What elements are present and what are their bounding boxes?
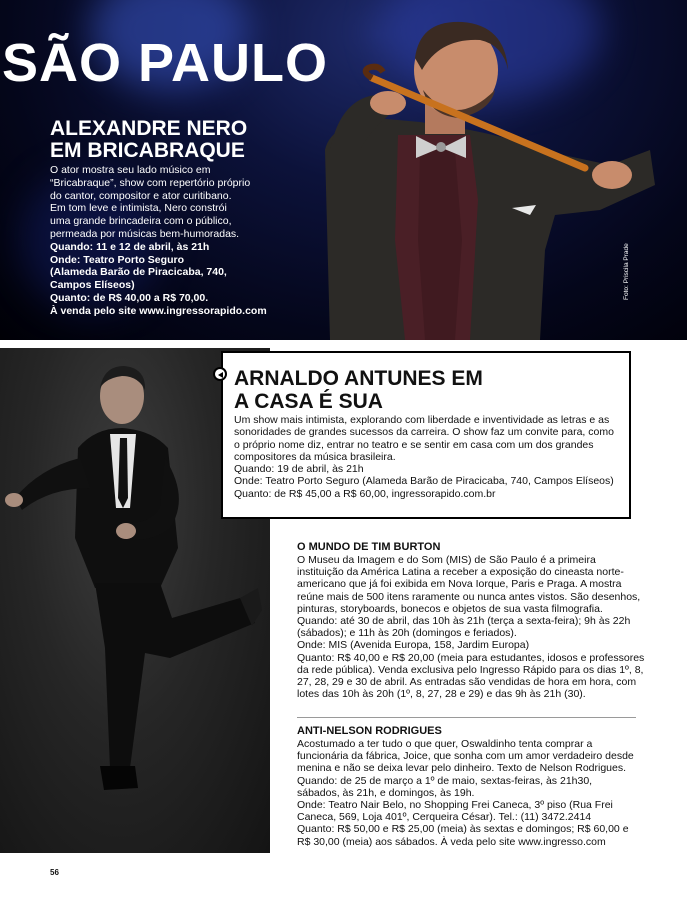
section-line: instituição da América Latina a receber a exposição do cineasta norte- [297, 566, 624, 579]
section-line: Quando: de 25 de março a 1º de maio, sextas-feiras, às 21h30, [297, 774, 593, 787]
nero-event-title [50, 118, 310, 162]
section-line: Quando: até 30 de abril, das 10h às 21h (terça a sexta-feira); 9h às 22h [297, 615, 631, 628]
description-line: Em tom leve e intimista, Nero constrói [50, 202, 227, 215]
section-line: da rede pública). Venda exclusiva pelo Ingresso Rápido para os dias 1º, 8, [297, 663, 644, 676]
description-line: compositores da música brasileira. [234, 450, 396, 463]
description-line: sonoridades de grandes sucessos da carreira. O show faz um convite para, como [234, 426, 614, 439]
section-divider [297, 717, 636, 718]
info-line: Quanto: de R$ 45,00 a R$ 60,00, ingressorapido.com.br [234, 487, 496, 500]
info-line: Quanto: de R$ 40,00 a R$ 70,00. [50, 291, 209, 304]
section-line: (sábados); e 11h às 20h (domingos e feriados). [297, 627, 517, 640]
title-line: ALEXANDRE NERO [50, 117, 248, 140]
info-line: Quando: 19 de abril, às 21h [234, 463, 364, 476]
section-line: lotes das 10h às 20h (1º, 8, 27, 28 e 29) e das 9h às 21h (30). [297, 688, 586, 701]
section-line: O Museu da Imagem e do Som (MIS) de São Paulo é a primeira [297, 554, 596, 566]
section-heading: ANTI-NELSON RODRIGUES [297, 725, 442, 737]
photo-credit: Foto: Priscila Prade [623, 243, 630, 300]
info-line: Onde: Teatro Porto Seguro (Alameda Barão de Piracicaba, 740, Campos Elíseos) [234, 475, 614, 488]
burton-section [297, 541, 645, 701]
section-line: americano que já foi exibida em Nova Iorque, Paris e Praga. A mostra [297, 578, 622, 591]
section-line: pinturas, storyboards, bonecos e objetos de sua vasta filmografia. [297, 602, 603, 615]
city-title: SÃO PAULO [2, 33, 329, 93]
info-line: Campos Elíseos) [50, 279, 135, 292]
section-line: sábados, às 21h, e domingos, às 19h. [297, 786, 475, 799]
info-line: (Alameda Barão de Piracicaba, 740, [50, 266, 227, 279]
section-line: menina e não se deixa levar pelo dinheiro. Texto de Nelson Rodrigues. [297, 762, 627, 775]
info-line: Onde: Teatro Porto Seguro [50, 253, 184, 266]
nelson-section [297, 725, 637, 848]
description-line: Um show mais intimista, explorando com liberdade e inventividade as letras e as [234, 414, 610, 426]
antunes-event-title [234, 367, 619, 413]
section-line: Onde: Teatro Nair Belo, no Shopping Frei Caneca, 3º piso (Rua Frei [297, 799, 613, 812]
section-line: reúne mais de 500 itens raramente ou nunca antes vistos. São desenhos, [297, 590, 641, 603]
page-number: 56 [50, 868, 59, 877]
antunes-event-description [234, 414, 629, 500]
description-line: o próprio nome diz, entrar no teatro e se sentir em casa com um dos grandes [234, 438, 594, 451]
section-line: Acostumado a ter tudo o que quer, Oswaldinho tenta comprar a [297, 738, 593, 750]
title-line: ARNALDO ANTUNES EM [234, 367, 483, 390]
section-heading: O MUNDO DE TIM BURTON [297, 541, 441, 553]
section-line: Quanto: R$ 40,00 e R$ 20,00 (meia para estudantes, idosos e professores [297, 651, 645, 664]
section-line: R$ 30,00 (meia) aos sábados. À veda pelo site www.ingresso.com [297, 835, 606, 848]
nero-event-description [50, 164, 285, 318]
section-line: Onde: MIS (Avenida Europa, 158, Jardim Europa) [297, 639, 530, 652]
title-line: EM BRICABRAQUE [50, 139, 245, 162]
info-line: Quando: 11 e 12 de abril, às 21h [50, 240, 210, 253]
section-line: Caneca, 569, Loja 401º, Cerqueira César). Tel.: (11) 3472.2414 [297, 811, 592, 824]
description-line: “Bricabraque”, show com repertório próprio [50, 176, 251, 189]
description-line: O ator mostra seu lado músico em [50, 164, 211, 176]
description-line: uma grande brincadeira com o público, [50, 215, 232, 228]
section-line: 27, 28, 29 e 30 de abril. As entradas são vendidas de hora em hora, com [297, 676, 637, 689]
description-line: permeada por músicas bem-humoradas. [50, 227, 240, 240]
section-line: Quanto: R$ 50,00 e R$ 25,00 (meia) às sextas e domingos; R$ 60,00 e [297, 823, 629, 836]
description-line: do cantor, compositor e ator curitibano. [50, 189, 232, 202]
section-line: funcionária da fábrica, Joice, que sonha com um amor verdadeiro desde [297, 750, 634, 763]
title-line: A CASA É SUA [234, 390, 383, 413]
arrow-left-icon [213, 367, 227, 381]
info-line: À venda pelo site www.ingressorapido.com [50, 304, 267, 317]
